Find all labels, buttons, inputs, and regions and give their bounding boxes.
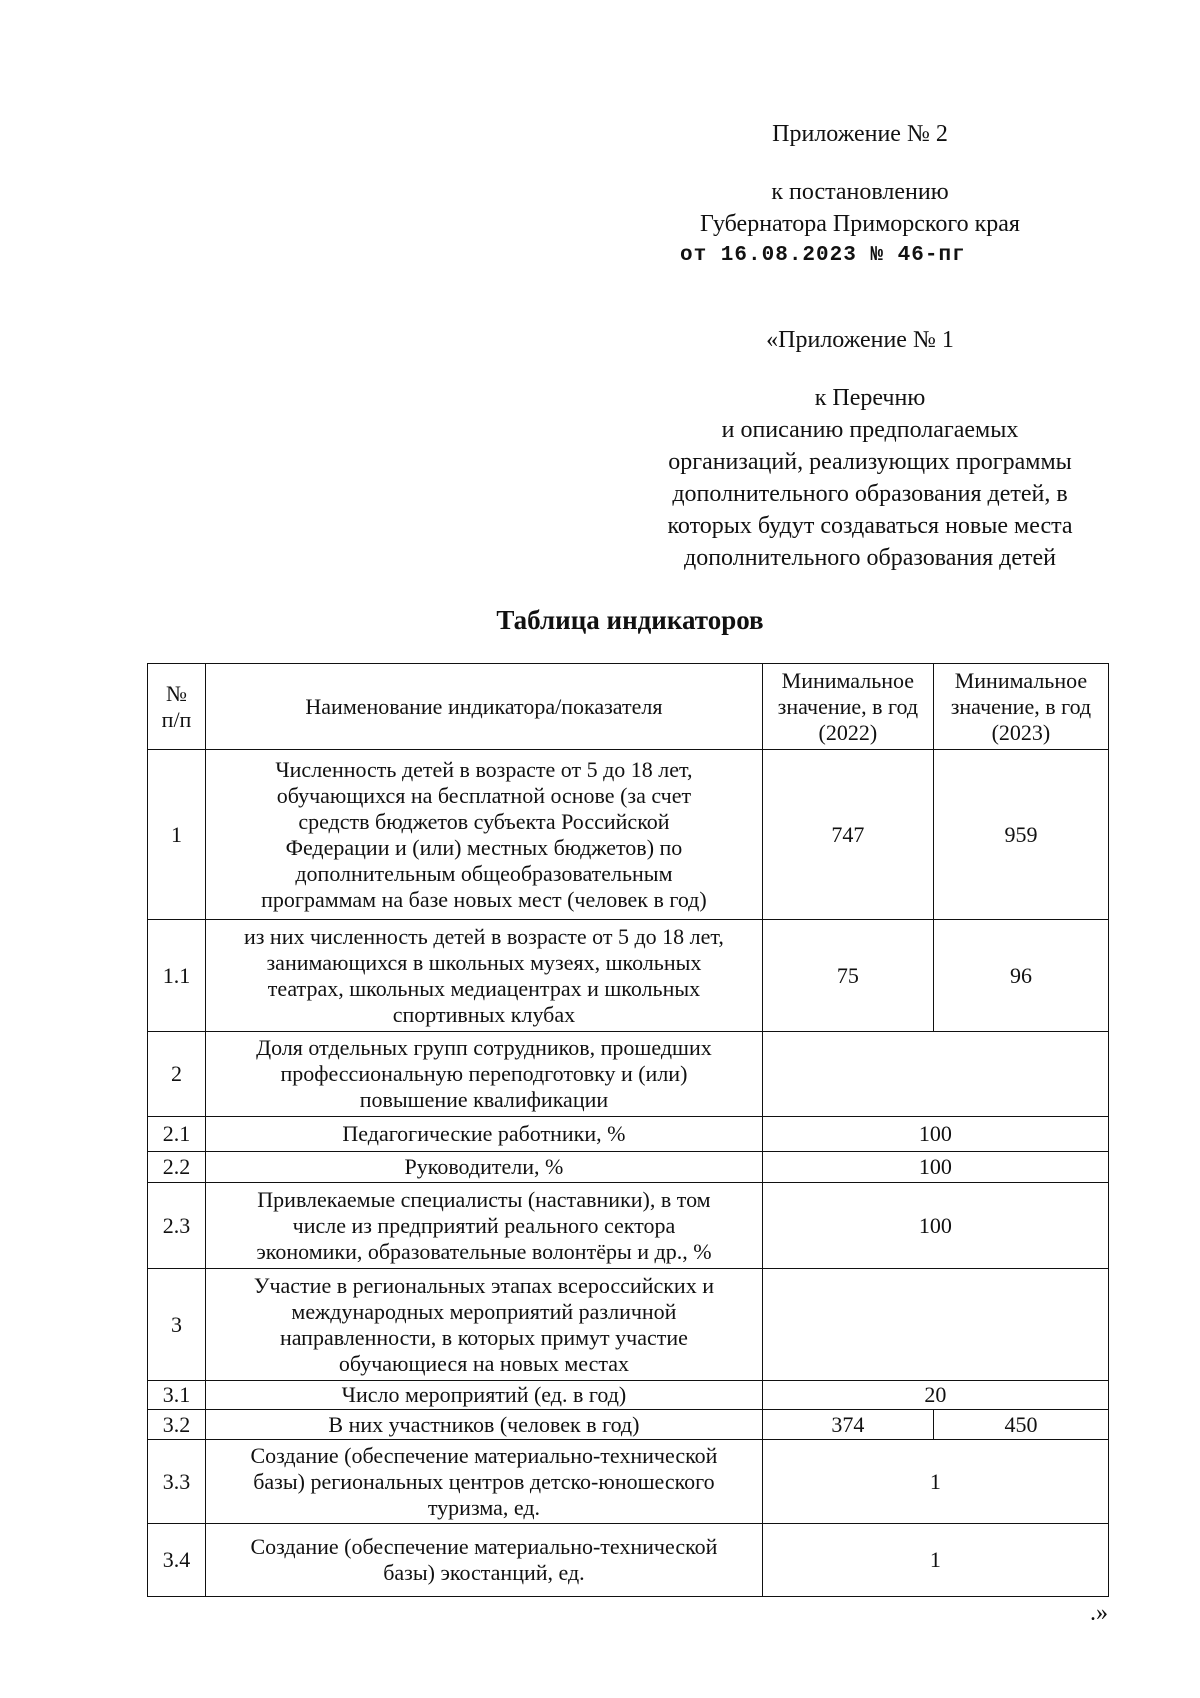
row-num: 3.1 [148,1381,206,1410]
date-number-line: от 16.08.2023 № 46-пг [680,244,966,267]
value-2023: 450 [933,1410,1108,1440]
row-num: 2 [148,1032,206,1117]
description-line: к Перечню [814,385,926,411]
table-row [148,1524,1109,1597]
table-row [148,1381,1109,1410]
header-num: № п/п [148,664,206,750]
merged-value: 100 [762,1152,1108,1183]
row-name: Создание (обеспечение материально-технической базы) региональных центров детско-юношеского туризма, ед. [206,1440,763,1524]
value-2023: 96 [933,920,1108,1032]
row-num: 3.2 [148,1410,206,1440]
merged-value: 100 [762,1117,1108,1152]
merged-value: 1 [762,1524,1108,1597]
closing-quote-mark: .» [1090,1600,1108,1626]
appendix-number: Приложение № 2 [772,121,948,147]
table-row [148,1117,1109,1152]
row-name: из них численность детей в возрасте от 5 до 18 лет, занимающихся в школьных музеях, школьных театрах, школьных медиацентрах и школьных спортивных клубах [206,920,763,1032]
header-2022: Минимальное значение, в год (2022) [762,664,933,750]
table-row [148,1152,1109,1183]
row-num: 3.4 [148,1524,206,1597]
merged-value: 1 [762,1440,1108,1524]
row-num: 3 [148,1269,206,1381]
merged-value: 100 [762,1183,1108,1269]
table-row [148,1183,1109,1269]
header-2023: Минимальное значение, в год (2023) [933,664,1108,750]
row-name: Численность детей в возрасте от 5 до 18 лет, обучающихся на бесплатной основе (за счет средств бюджетов субъекта Российской Федерации и (или) местных бюджетов) по дополнительным общеобразовательным программам на базе новых мест (человек в год) [206,750,763,920]
description-line: и описанию предполагаемых [721,417,1019,443]
table-row [148,1032,1109,1117]
table-row [148,1410,1109,1440]
description-line: которых будут создаваться новые места [667,513,1073,539]
row-num: 2.1 [148,1117,206,1152]
table-row [148,1440,1109,1524]
row-name: Доля отдельных групп сотрудников, прошедших профессиональную переподготовку и (или) повышение квалификации [206,1032,763,1117]
sub-appendix-description [600,382,1140,574]
description-line: организаций, реализующих программы [668,449,1072,475]
row-num: 1 [148,750,206,920]
row-name: Педагогические работники, % [206,1117,763,1152]
merged-value: 20 [762,1381,1108,1410]
resolution-line: к постановлению [771,179,949,205]
table-row [148,750,1109,920]
indicators-table [147,663,1109,1597]
value-2023: 959 [933,750,1108,920]
table-title: Таблица индикаторов [496,605,764,635]
value-2022: 374 [762,1410,933,1440]
table-row [148,1269,1109,1381]
row-num: 2.2 [148,1152,206,1183]
value-2022: 747 [762,750,933,920]
row-name: Создание (обеспечение материально-технической базы) экостанций, ед. [206,1524,763,1597]
description-line: дополнительного образования детей [684,545,1056,571]
row-num: 3.3 [148,1440,206,1524]
header-name: Наименование индикатора/показателя [206,664,763,750]
row-name: Участие в региональных этапах всероссийских и международных мероприятий различной направленности, в которых примут участие обучающиеся на новых местах [206,1269,763,1381]
row-name: Число мероприятий (ед. в год) [206,1381,763,1410]
resolution-reference [640,176,1080,272]
table-header-row [148,664,1109,750]
table-row [148,920,1109,1032]
description-line: дополнительного образования детей, в [672,481,1068,507]
governor-line: Губернатора Приморского края [700,211,1020,237]
row-name: В них участников (человек в год) [206,1410,763,1440]
merged-value [762,1269,1108,1381]
value-2022: 75 [762,920,933,1032]
row-name: Руководители, % [206,1152,763,1183]
row-name: Привлекаемые специалисты (наставники), в том числе из предприятий реального сектора экономики, образовательные волонтёры и др., % [206,1183,763,1269]
appendix-header [660,118,1060,150]
sub-appendix-title: «Приложение № 1 [766,327,954,353]
merged-value [762,1032,1108,1117]
row-num: 2.3 [148,1183,206,1269]
row-num: 1.1 [148,920,206,1032]
